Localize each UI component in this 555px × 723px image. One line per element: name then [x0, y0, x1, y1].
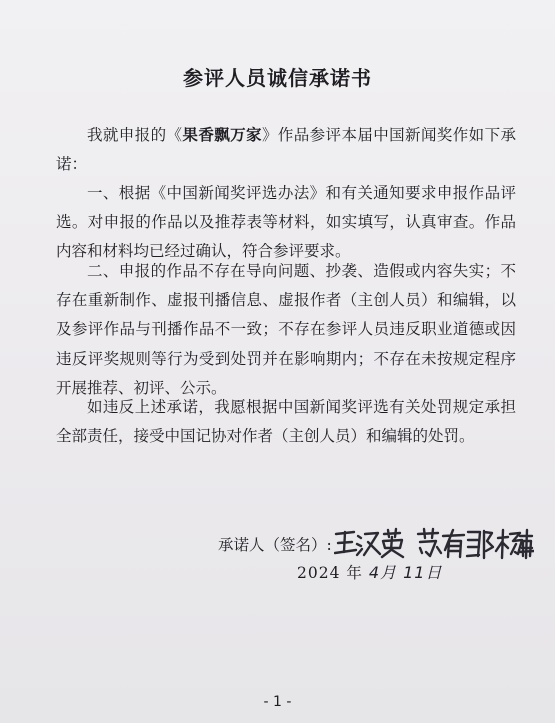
intro-before-text: 我就申报的《 — [87, 126, 183, 144]
signer-label: 承诺人（签名）: — [218, 536, 332, 554]
intro-paragraph — [56, 121, 516, 179]
liability-paragraph: 如违反上述承诺，我愿根据中国新闻奖评选有关处罚规定承担全部责任，接受中国记协对作者（主创人员）和编辑的处罚。 — [56, 398, 516, 446]
commitment-paragraph-2: 二、申报的作品不存在导向问题、抄袭、造假或内容失实；不存在重新制作、虚报刊播信息、虚报作者（主创人员）和编辑，以及参评作品与刊播作品不一致；不存在参评人员违反职业道德或因违反评奖规则等行为受到处罚并在影响期内；不存在未按规定程序开展推荐、初评、公示。 — [56, 262, 516, 397]
date-month-day: 4月 11日 — [368, 563, 443, 582]
page-number: - 1 - — [263, 694, 292, 710]
signing-date — [297, 560, 442, 583]
document-title: 参评人员诚信承诺书 — [183, 66, 372, 90]
date-year: 2024 年 — [297, 564, 363, 582]
work-title: 果香飘万家 — [182, 126, 262, 144]
commitment-paragraph-1: 一、根据《中国新闻奖评选办法》和有关通知要求申报作品评选。对申报的作品以及推荐表等材料，如实填写，认真审查。作品内容和材料均已经过确认，符合参评要求。 — [56, 184, 516, 261]
handwritten-signature — [334, 526, 534, 560]
intro-after-text: 》作品参评本届中国新闻奖作如下承诺： — [56, 126, 516, 174]
